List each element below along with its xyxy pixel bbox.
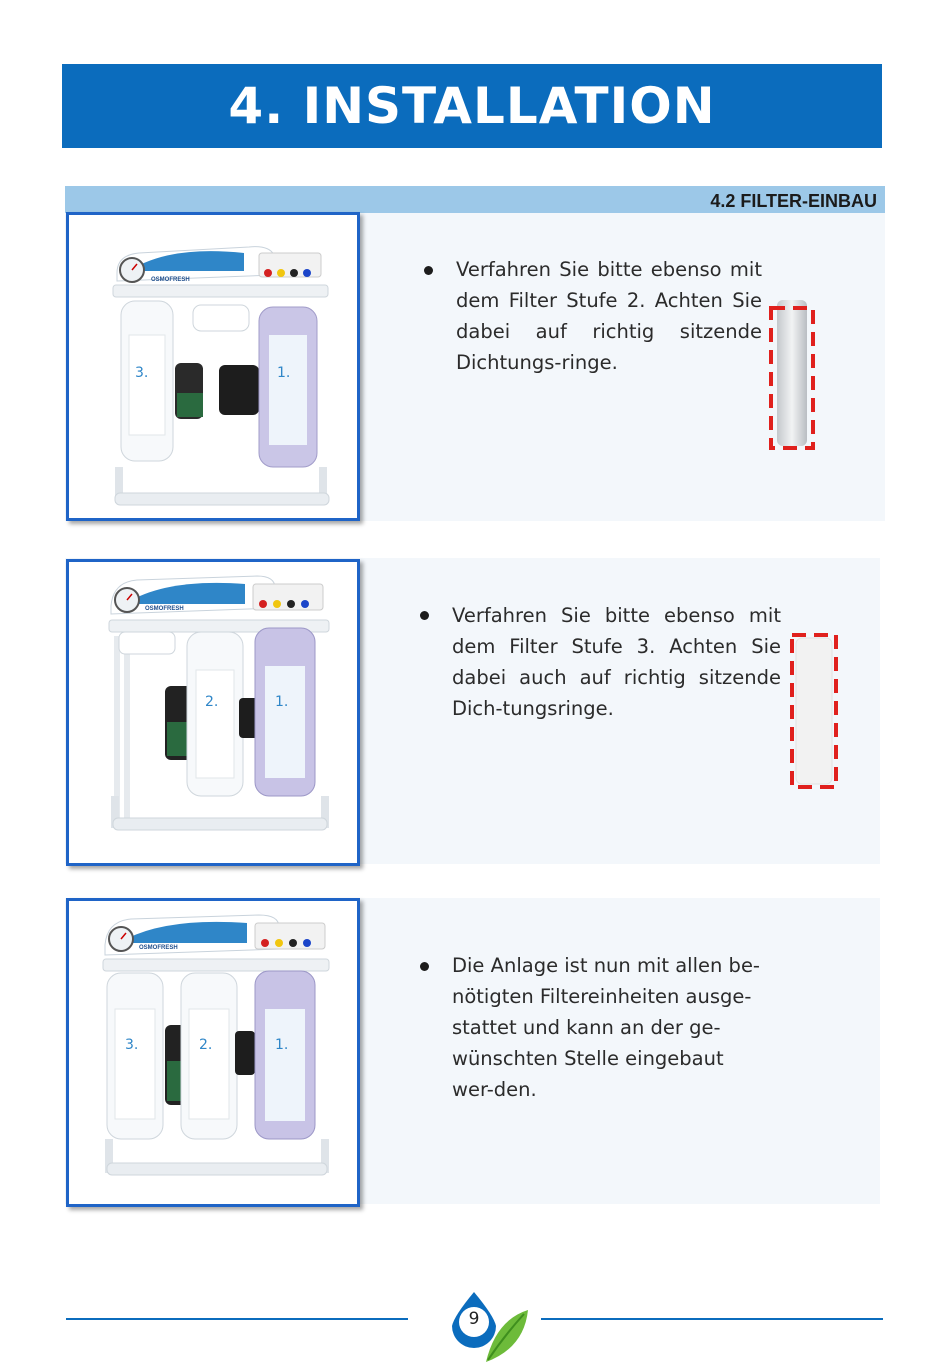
svg-text:1.: 1. xyxy=(275,694,289,710)
svg-text:3.: 3. xyxy=(125,1037,139,1053)
step-1-bullet xyxy=(424,266,433,275)
svg-text:1.: 1. xyxy=(277,365,291,381)
svg-text:3.: 3. xyxy=(135,365,149,381)
svg-text:OSMOFRESH: OSMOFRESH xyxy=(151,277,190,283)
svg-text:2.: 2. xyxy=(199,1037,213,1053)
section-title: 4.2 FILTER-EINBAU xyxy=(710,191,877,211)
step-1-photo xyxy=(66,212,360,521)
page-header xyxy=(62,64,882,148)
step-2-bullet xyxy=(420,611,429,620)
step-1-text: Verfahren Sie bitte ebenso mit dem Filter Stufe 2. Achten Sie dabei auf richtig sitzende Dichtungs-ringe. xyxy=(456,258,762,374)
step-2-photo xyxy=(66,559,360,866)
page-title: 4. INSTALLATION xyxy=(228,77,716,135)
water-drop-leaf-icon xyxy=(446,1290,536,1370)
step-3-text: Die Anlage ist nun mit allen be-nötigten Filtereinheiten ausge-stattet und kann an der ge-wünschten Stelle eingebaut wer-den. xyxy=(452,954,760,1101)
sediment-cartridge-highlight xyxy=(788,632,840,796)
step-3-photo xyxy=(66,898,360,1207)
footer-line-left xyxy=(66,1318,408,1320)
footer-line-right xyxy=(541,1318,883,1320)
svg-text:1.: 1. xyxy=(275,1037,289,1053)
step-3-bullet xyxy=(420,962,429,971)
section-bar xyxy=(65,186,885,213)
page-number-badge xyxy=(446,1290,502,1346)
carbon-cartridge-highlight xyxy=(768,294,816,456)
step-2-text: Verfahren Sie bitte ebenso mit dem Filter Stufe 3. Achten Sie dabei auch auf richtig sitzende Dich-tungsringe. xyxy=(452,604,781,720)
svg-text:2.: 2. xyxy=(205,694,219,710)
svg-text:OSMOFRESH: OSMOFRESH xyxy=(145,606,184,612)
page-number: 9 xyxy=(468,1309,480,1329)
svg-text:OSMOFRESH: OSMOFRESH xyxy=(139,945,178,951)
